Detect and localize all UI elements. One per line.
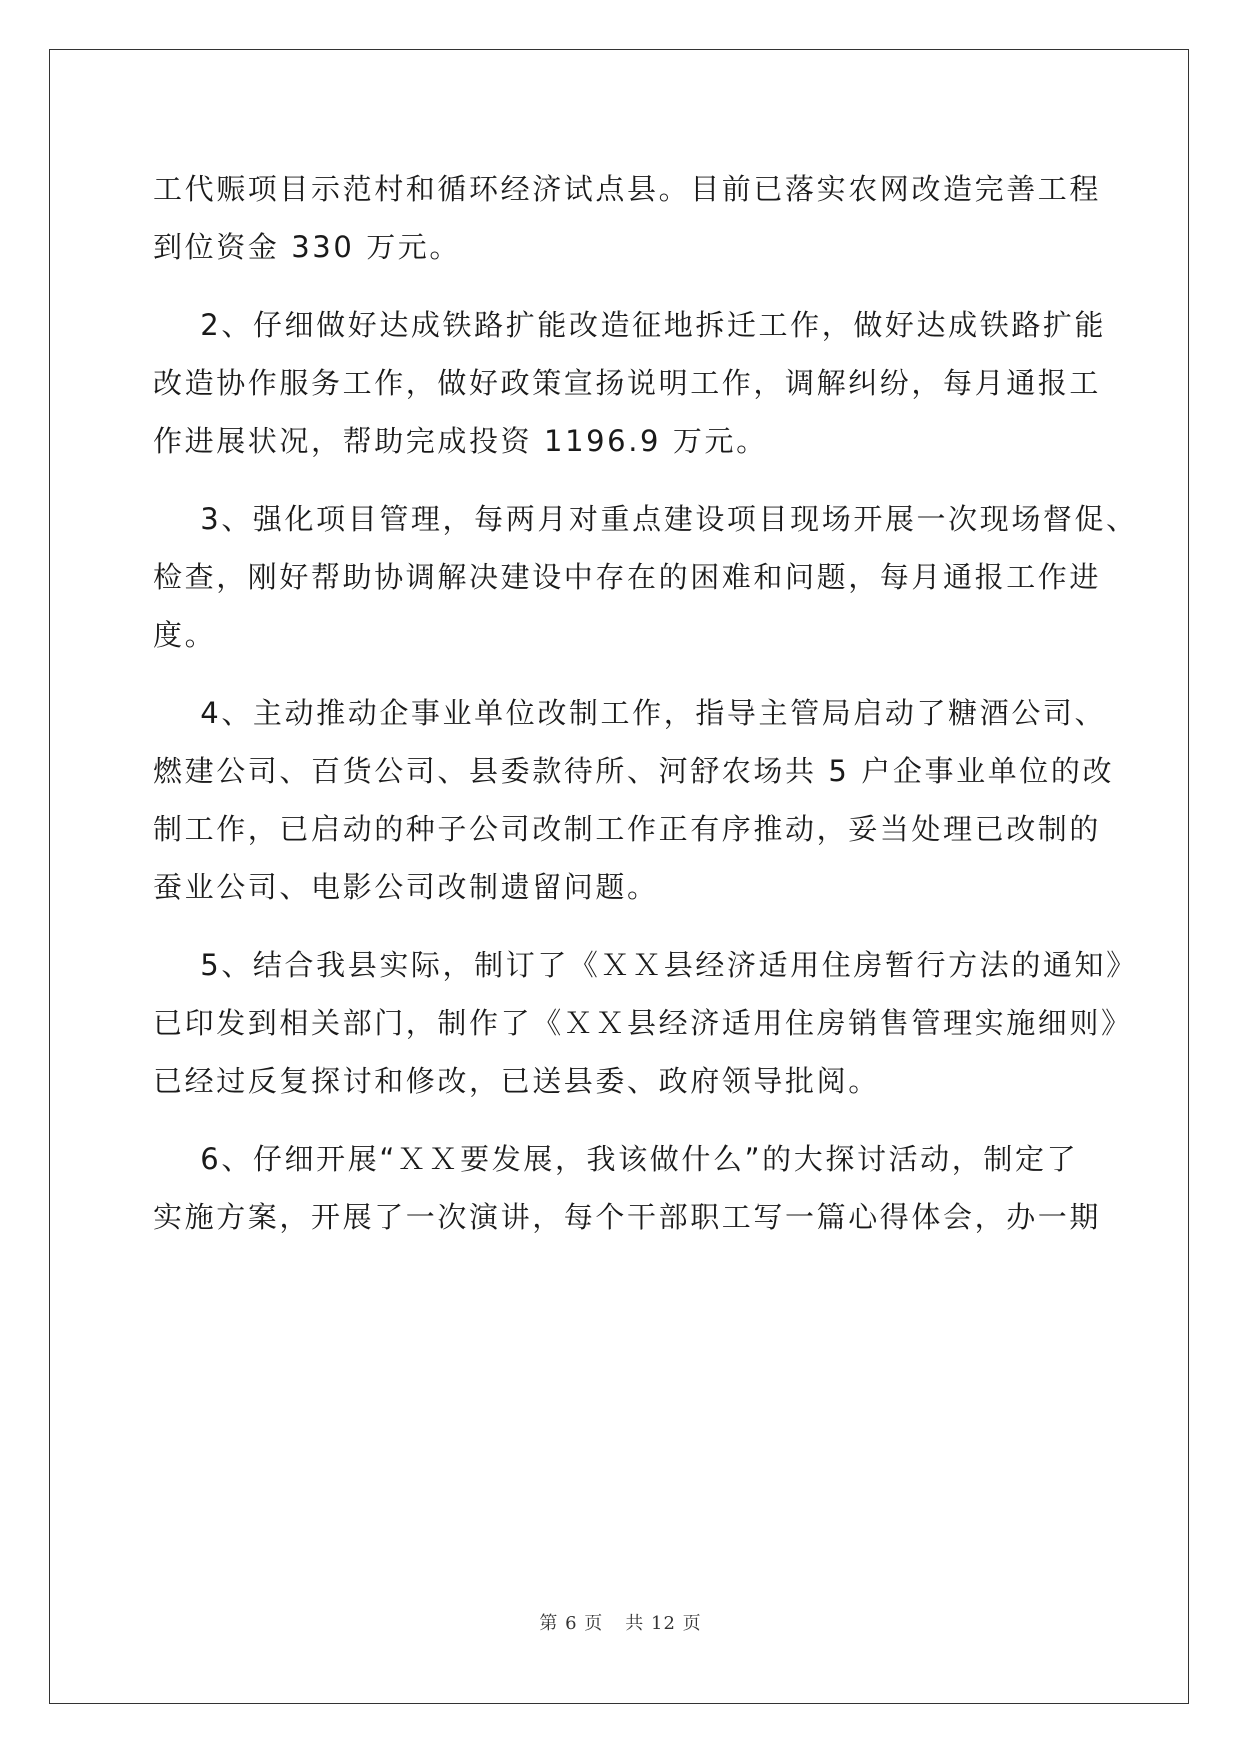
text-line: 已经过反复探讨和修改，已送县委、政府领导批阅。 [153, 1064, 880, 1098]
text-line: 到位资金 330 万元。 [153, 230, 461, 264]
text-line: 工代赈项目示范村和循环经济试点县。目前已落实农网改造完善工程 [153, 172, 1102, 206]
text-line: 6、仔细开展“ＸＸ要发展，我该做什么”的大探讨活动，制定了 [153, 1142, 1079, 1176]
paragraph [153, 490, 1138, 664]
paragraph [153, 1130, 1102, 1246]
text-line: 实施方案，开展了一次演讲，每个干部职工写一篇心得体会，办一期 [153, 1200, 1102, 1234]
text-line: 3、强化项目管理，每两月对重点建设项目现场开展一次现场督促、 [153, 502, 1138, 536]
text-line: 蚕业公司、电影公司改制遗留问题。 [153, 870, 659, 904]
document-body [153, 160, 1138, 1246]
paragraph [153, 160, 1102, 276]
text-line: 度。 [153, 618, 217, 652]
text-line: 5、结合我县实际，制订了《ＸＸ县经济适用住房暂行方法的通知》 [153, 948, 1138, 982]
paragraph [153, 936, 1138, 1110]
text-line: 2、仔细做好达成铁路扩能改造征地拆迁工作，做好达成铁路扩能 [153, 308, 1107, 342]
text-line: 改造协作服务工作，做好政策宣扬说明工作，调解纠纷，每月通报工 [153, 366, 1102, 400]
text-line: 已印发到相关部门，制作了《ＸＸ县经济适用住房销售管理实施细则》 [153, 1006, 1133, 1040]
paragraph [153, 684, 1115, 916]
paragraph [153, 296, 1107, 470]
page-number: 第 6 页 [539, 1613, 604, 1634]
page-footer [0, 1609, 1241, 1635]
text-line: 检查，刚好帮助协调解决建设中存在的困难和问题，每月通报工作进 [153, 560, 1102, 594]
text-line: 燃建公司、百货公司、县委款待所、河舒农场共 5 户企事业单位的改 [153, 754, 1115, 788]
text-line: 制工作，已启动的种子公司改制工作正有序推动，妥当处理已改制的 [153, 812, 1102, 846]
page-total: 共 12 页 [625, 1613, 702, 1634]
text-line: 4、主动推动企事业单位改制工作，指导主管局启动了糖酒公司、 [153, 696, 1107, 730]
text-line: 作进展状况，帮助完成投资 1196.9 万元。 [153, 424, 768, 458]
